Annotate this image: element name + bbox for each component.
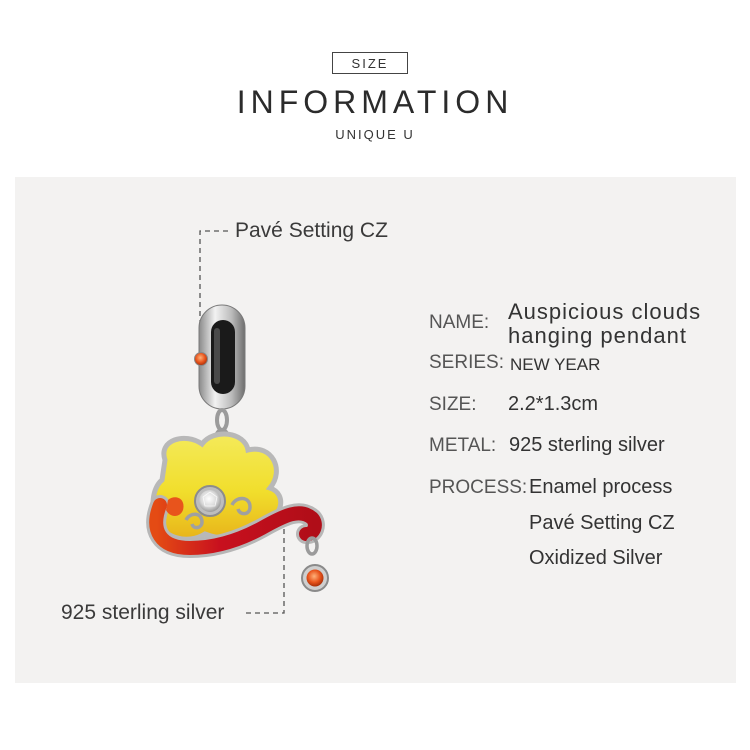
callout-pave-setting: Pavé Setting CZ <box>235 219 388 242</box>
cloud-charm <box>153 434 315 548</box>
name-value-line1: Auspicious clouds <box>508 299 702 324</box>
name-value-line2: hanging pendant <box>508 323 687 348</box>
process-value-3: Oxidized Silver <box>529 547 663 569</box>
process-value-1: Enamel process <box>529 476 673 498</box>
process-value-2: Pavé Setting CZ <box>529 512 675 534</box>
series-label: SERIES: <box>429 352 504 373</box>
name-label: NAME: <box>429 312 490 333</box>
page-title: INFORMATION <box>236 84 514 120</box>
process-label: PROCESS: <box>429 477 528 498</box>
pendant-bail <box>195 305 246 409</box>
page-subtitle: UNIQUE U <box>335 127 415 142</box>
size-tag: SIZE <box>332 52 408 74</box>
callout-sterling-silver: 925 sterling silver <box>61 601 225 624</box>
metal-label: METAL: <box>429 435 497 456</box>
dangle-charm <box>302 538 328 591</box>
metal-value: 925 sterling silver <box>509 434 665 456</box>
size-value: 2.2*1.3cm <box>508 393 599 415</box>
series-value: NEW YEAR <box>510 355 601 374</box>
size-label: SIZE: <box>429 394 477 415</box>
